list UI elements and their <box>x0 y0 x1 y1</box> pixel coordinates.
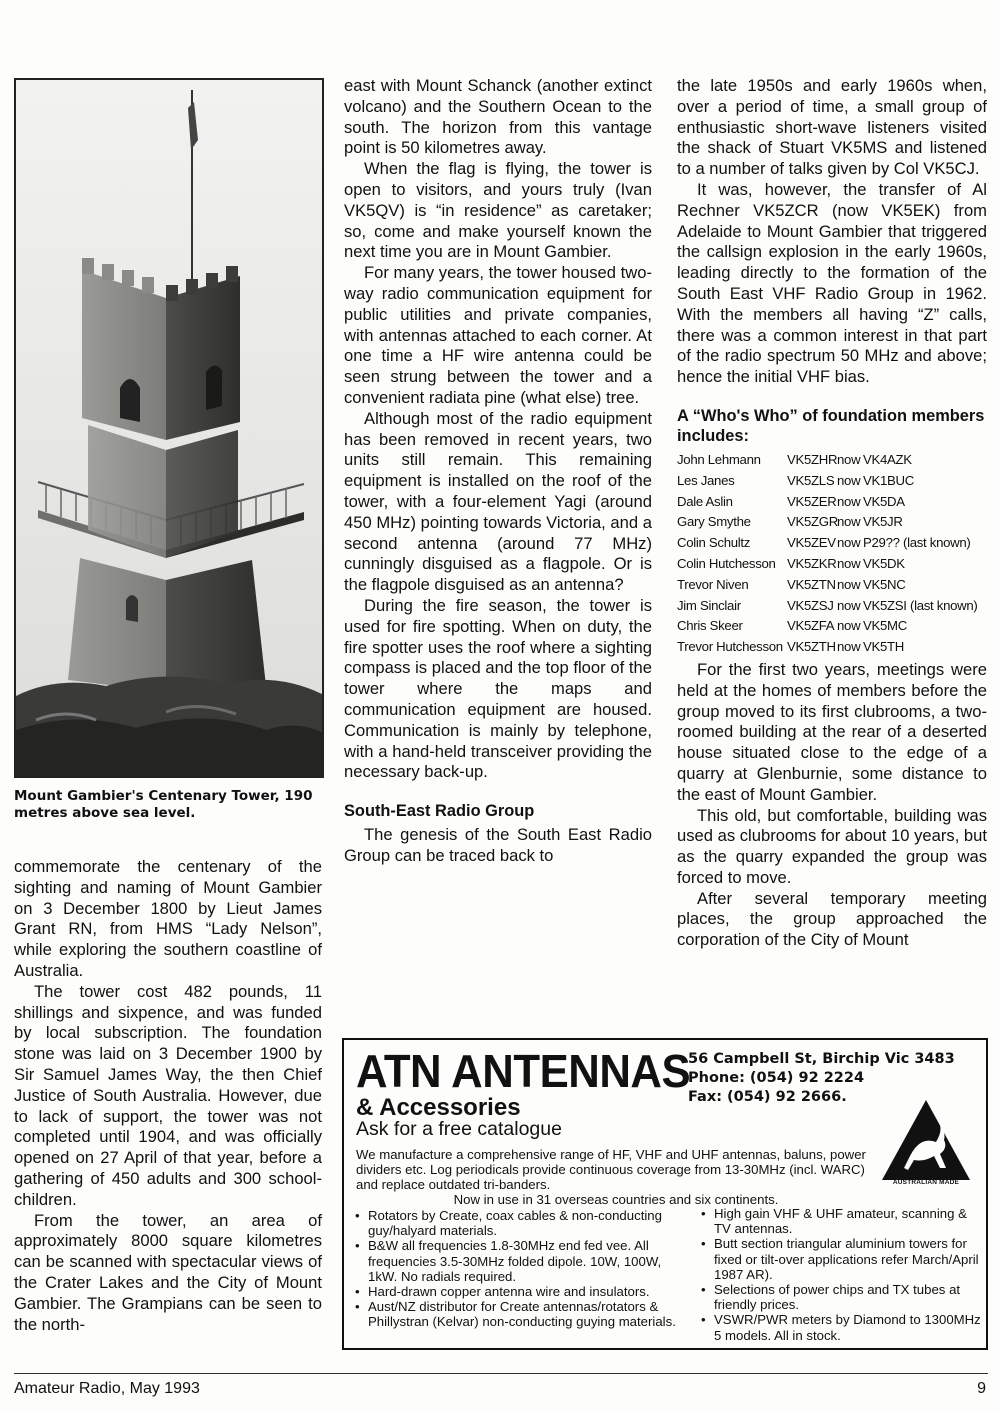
section-heading: South-East Radio Group <box>344 802 535 821</box>
ad-bullet: • High gain VHF & UHF amateur, scanning & TV antennas. <box>700 1206 982 1236</box>
paragraph: It was, however, the transfer of Al Rechner VK5ZCR (now VK5EK) from Adelaide to Mount Gambier that triggered the callsign explosion in the early 1960s, leading directly to the formation of the South East VHF Radio Group in 1962. With the members all having “Z” calls, there was a common interest in that part of the radio spectrum 50 MHz and above; hence the initial VHF bias. <box>677 179 987 387</box>
ad-bullet: • Aust/NZ distributor for Create antennas/rotators & Phillystran (Kelvar) non-conducting guying materials. <box>354 1299 694 1329</box>
ad-logo-text: AUSTRALIAN MADE <box>892 1179 960 1186</box>
paragraph: For the first two years, meetings were held at the homes of members before the group moved to its first clubrooms, a two-roomed building at the rear of a deserted house situated close to the edge of a quarry at Glenburnie, some distance to the east of Mount Gambier. <box>677 659 987 804</box>
ad-title: ATN ANTENNAS <box>356 1045 691 1097</box>
member-row: Les Janes VK5ZLS now VK1BUC <box>677 472 914 488</box>
ad-ask: Ask for a free catalogue <box>356 1118 562 1140</box>
ad-bullet: • VSWR/PWR meters by Diamond to 1300MHz 5 models. All in stock. <box>700 1312 982 1342</box>
members-list <box>677 450 987 658</box>
ad-bullet: • B&W all frequencies 1.8-30MHz end fed vee. All frequencies 3.5-30MHz folded dipole. 10W, 100W, 1kW. No radials required. <box>354 1238 694 1284</box>
paragraph: The tower cost 482 pounds, 11 shillings and sixpence, and was funded by local subscription. The foundation stone was laid on 3 December 1900 by Sir Samuel James Way, the then Chief Justice of South Australia. However, due to lack of support, the tower was not completed until 1904, and was officially opened on 27 April of that year, before a gathering of 450 adults and 300 school-children. <box>14 981 322 1209</box>
australian-made-logo-icon <box>880 1096 972 1188</box>
paragraph: the late 1950s and early 1960s when, over a period of time, a small group of enthusiastic short-wave listeners visited the shack of Stuart VK5MS and listened to a number of talks given by Col VK5CJ. <box>677 76 987 179</box>
member-row: Gary Smythe VK5ZGR now VK5JR <box>677 514 903 530</box>
section-heading: A “Who's Who” of foundation members includes: <box>677 406 985 445</box>
photo-caption: Mount Gambier's Centenary Tower, 190 metres above sea level. <box>14 788 313 821</box>
column-2 <box>344 76 652 867</box>
ad-fax: Fax: (054) 92 2666. <box>688 1089 847 1105</box>
footer-divider <box>14 1373 988 1374</box>
ad-bullet: • Hard-drawn copper antenna wire and insulators. <box>354 1284 694 1299</box>
paragraph: This old, but comfortable, building was used as clubrooms for about 10 years, but as the quarry expanded the group was forced to move. <box>677 805 987 887</box>
member-row: Trevor Hutchesson VK5ZTH now VK5TH <box>677 639 905 655</box>
ad-phone: Phone: (054) 92 2224 <box>688 1070 865 1086</box>
member-row: Jim Sinclair VK5ZSJ now VK5ZSI (last known) <box>677 597 978 613</box>
tower-illustration <box>16 80 322 776</box>
paragraph: Although most of the radio equipment has been removed in recent years, two units still remain. This remaining equipment is installed on the roof of the tower, with a four-element Yagi (around 450 MHz) pointing towards Victoria, and a second antenna (around 77 MHz) cunningly disguised as a flagpole. Or is the flagpole disguised as an antenna? <box>344 408 652 595</box>
ad-subtitle: & Accessories <box>356 1094 521 1121</box>
paragraph: From the tower, an area of approximately 8000 square kilometres can be scanned with spectacular views of the Crater Lakes and the City of Mount Gambier. The Grampians can be seen to the north- <box>14 1210 322 1334</box>
paragraph: During the fire season, the tower is used for fire spotting. When on duty, the fire spotter uses the roof where a sighting compass is placed and the top floor of the tower where the maps and communication equipment are housed. Communication is mainly by telephone, with a hand-held transceiver providing the necessary back-up. <box>344 595 652 782</box>
page-number: 9 <box>977 1380 986 1397</box>
paragraph: east with Mount Schanck (another extinct volcano) and the Southern Ocean to the south. The horizon from this vantage point is 50 kilometres away. <box>344 76 652 158</box>
member-row: Colin Schultz VK5ZEV now P29?? (last known) <box>677 535 971 551</box>
footer-publication: Amateur Radio, May 1993 <box>14 1380 200 1397</box>
column-1 <box>14 857 322 1335</box>
ad-bullets-right <box>700 1206 982 1343</box>
ad-bullets-left <box>354 1208 694 1330</box>
ad-bullet: • Selections of power chips and TX tubes at friendly prices. <box>700 1282 982 1312</box>
ad-desc-countries: Now in use in 31 overseas countries and six continents. <box>453 1192 779 1207</box>
paragraph: For many years, the tower housed two-way radio communication equipment for public utilities and private companies, with antennas attached to each corner. At one time a HF wire antenna could be seen strung between the tower and a convenient radiata pine (what else) tree. <box>344 263 652 407</box>
ad-desc-text: We manufacture a comprehensive range of HF, VHF and UHF antennas, baluns, power dividers etc. Log periodicals provide continuous coverage from 13-30MHz (incl. WARC) and replace outdated tri-banders. <box>356 1147 866 1192</box>
ad-address: 56 Campbell St, Birchip Vic 3483 <box>688 1051 955 1067</box>
atn-antennas-advertisement <box>342 1038 988 1350</box>
paragraph: After several temporary meeting places, the group approached the corporation of the City of Mount <box>677 888 987 950</box>
paragraph: commemorate the centenary of the sighting and naming of Mount Gambier on 3 December 1800 by Lieut James Grant RN, from HMS “Lady Nelson”, while exploring the southern coastline of Australia. <box>14 857 322 980</box>
ad-description <box>356 1147 876 1207</box>
member-row: Dale Aslin VK5ZER now VK5DA <box>677 493 905 509</box>
column-3 <box>677 76 987 951</box>
member-row: Colin Hutchesson VK5ZKR now VK5DK <box>677 555 905 571</box>
member-row: John Lehmann VK5ZHR now VK4AZK <box>677 451 912 467</box>
ad-bullet: • Butt section triangular aluminium towers for fixed or tilt-over applications refer March/April 1987 AR). <box>700 1236 982 1282</box>
paragraph: The genesis of the South East Radio Group can be traced back to <box>344 825 652 865</box>
member-row: Trevor Niven VK5ZTN now VK5NC <box>677 576 906 592</box>
member-row: Chris Skeer VK5ZFA now VK5MC <box>677 618 907 634</box>
ad-bullet: • Rotators by Create, coax cables & non-conducting guy/halyard materials. <box>354 1208 694 1238</box>
tower-photo <box>14 78 324 778</box>
paragraph: When the flag is flying, the tower is open to visitors, and yours truly (Ivan VK5QV) is “in residence” as caretaker; so, come and make yourself known the next time you are in Mount Gambier. <box>344 159 652 262</box>
